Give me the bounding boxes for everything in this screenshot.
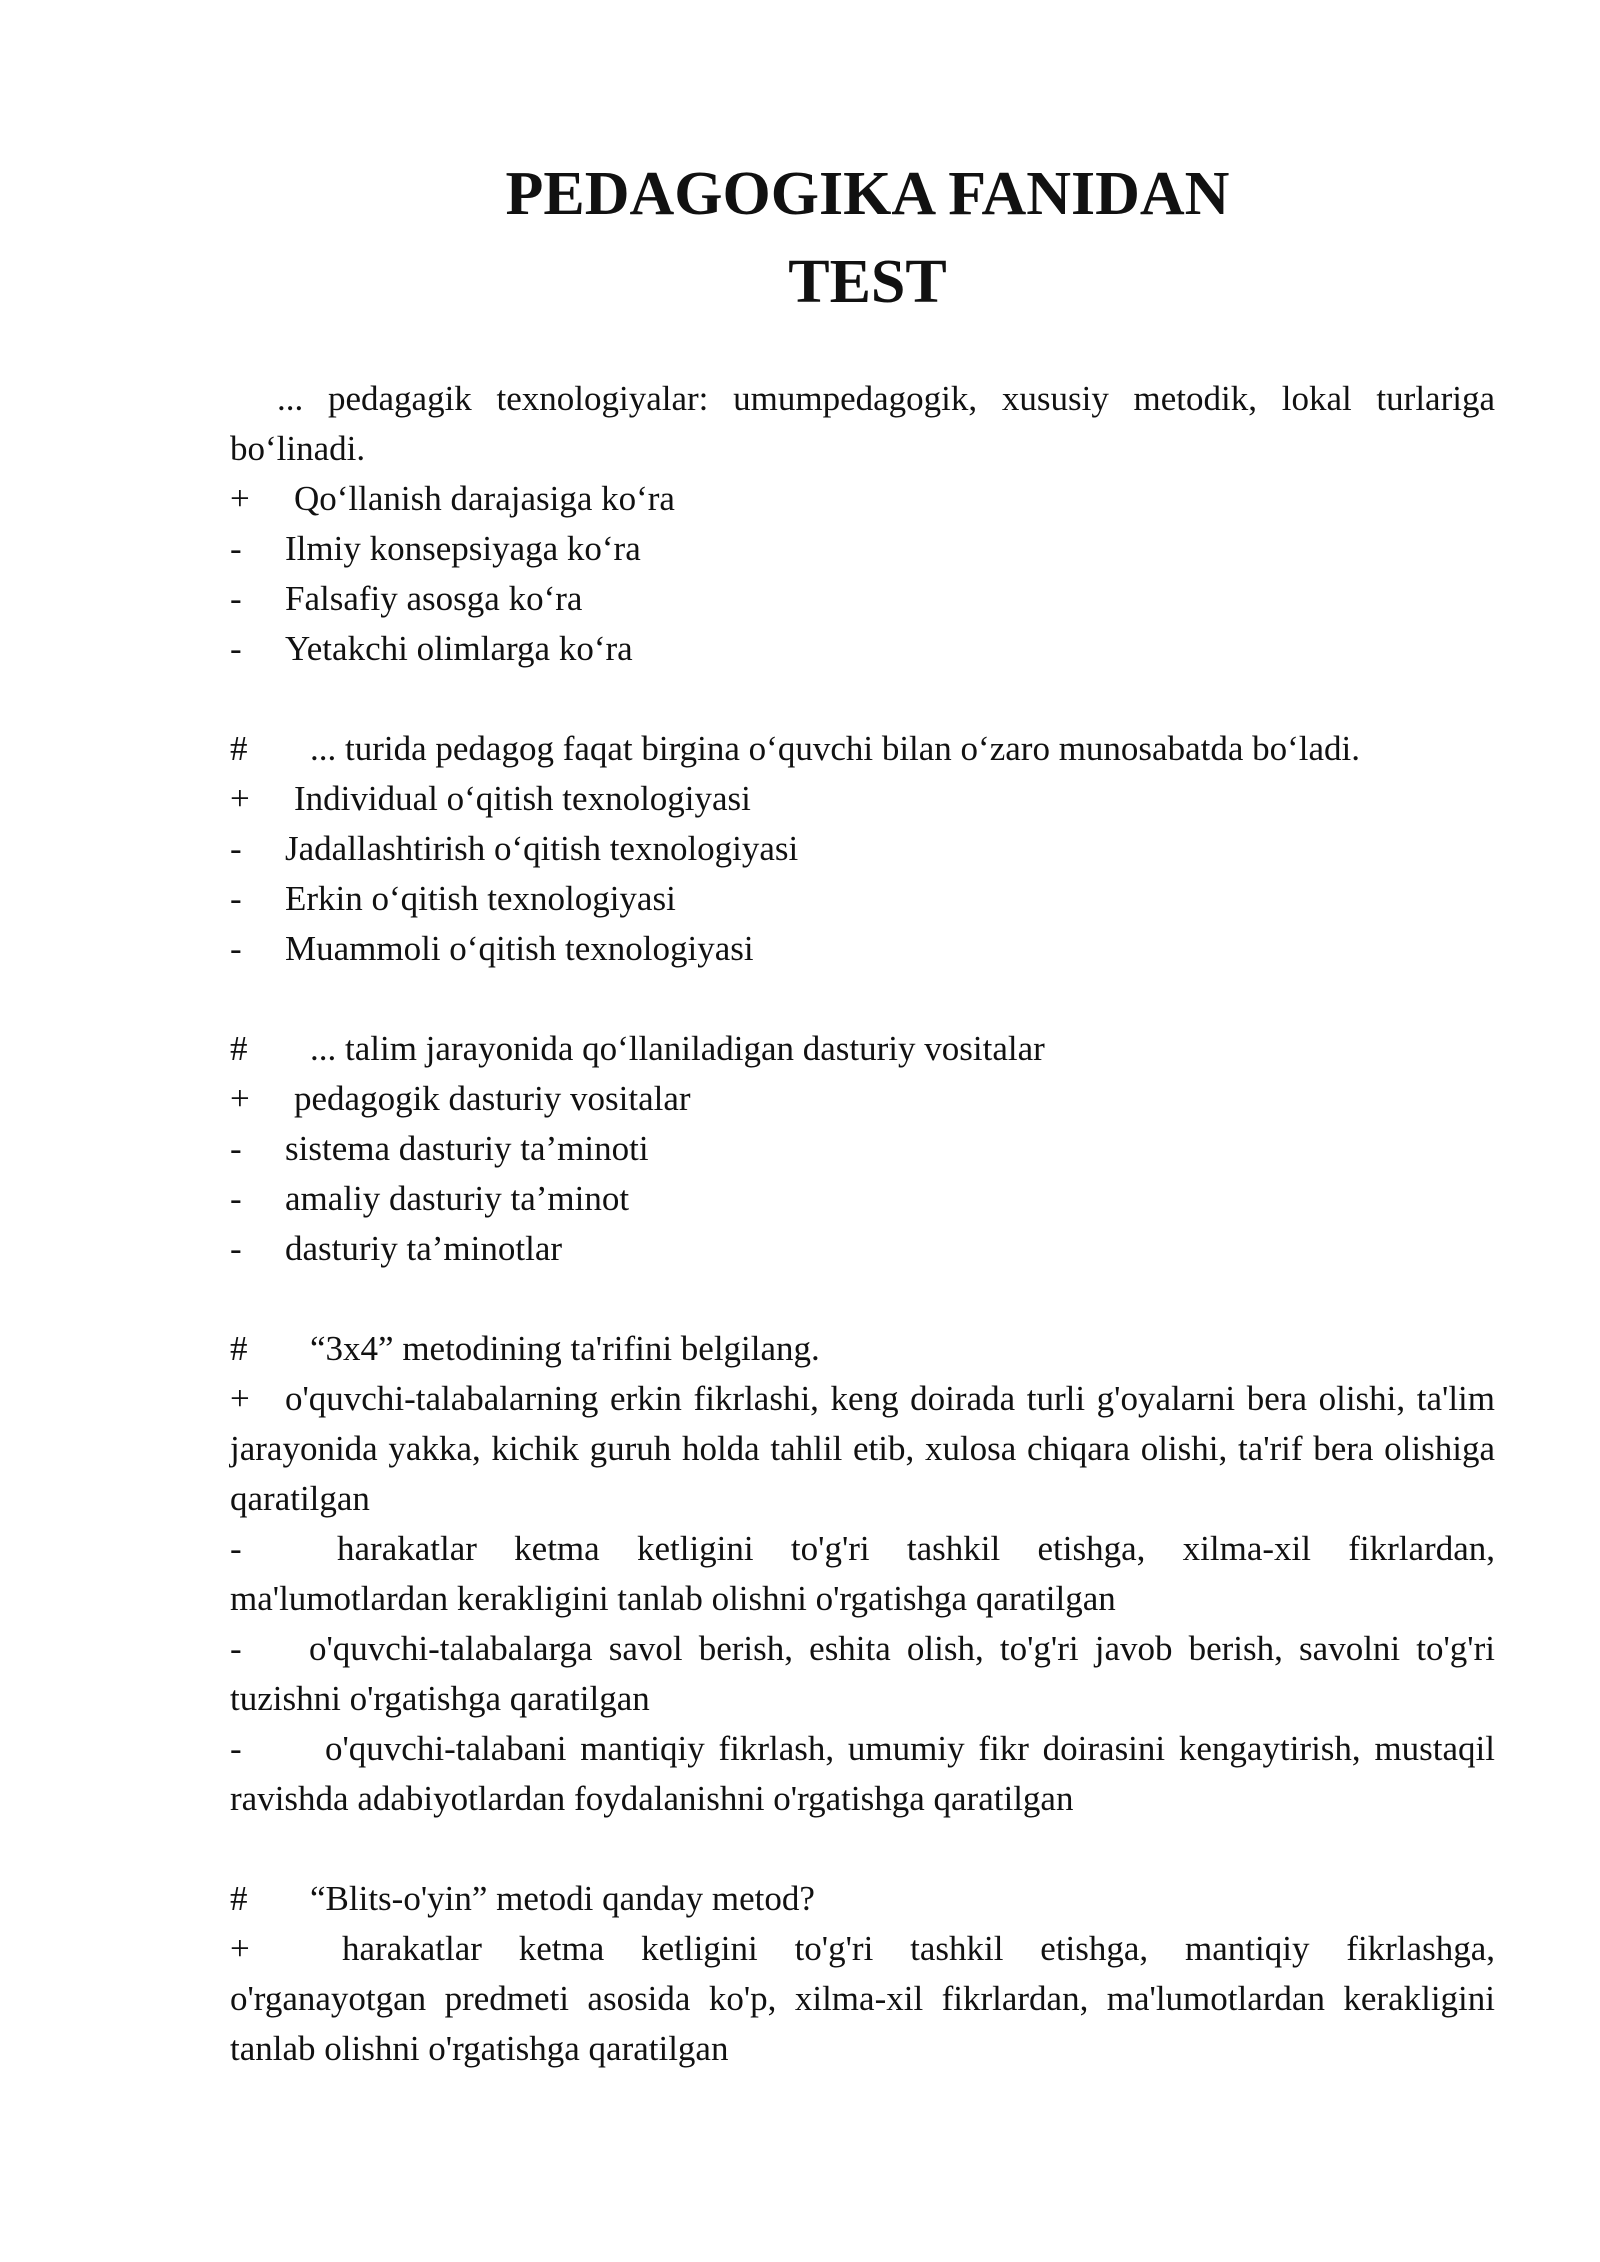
answer-text: o'quvchi-talabani mantiqiy fikrlash, umumiy fikr doirasini kengaytirish, mustaqil ravishda adabiyotlardan foydalanishni o'rgatishga qaratilgan [230,1729,1495,1818]
answer-mark: - [230,579,242,618]
question-row [230,1324,1495,1374]
answer-option [230,824,1495,874]
answer-mark: - [230,1629,242,1668]
question-text: “3x4” metodining ta'rifini belgilang. [310,1329,820,1368]
answer-mark: - [230,1529,242,1568]
answer-option [230,874,1495,924]
question-block-3 [230,1024,1495,1274]
question-row [230,724,1495,774]
question-mark: # [230,1029,248,1068]
answer-option-correct [230,1374,1495,1524]
answer-mark: - [230,529,242,568]
question-text: “Blits-o'yin” metodi qanday metod? [310,1879,815,1918]
answer-mark: - [230,1129,242,1168]
title-line-2: TEST [788,248,947,316]
answer-option [230,574,1495,624]
answer-mark: + [230,1079,250,1118]
answer-option [230,1624,1495,1724]
answer-option [230,1174,1495,1224]
answer-mark: - [230,929,242,968]
question-block-5 [230,1874,1495,2074]
question-row [230,1024,1495,1074]
answer-mark: - [230,829,242,868]
answer-text: sistema dasturiy ta’minoti [285,1129,649,1168]
answer-text: harakatlar ketma ketligini to'g'ri tashkil etishga, mantiqiy fikrlashga, o'rganayotgan predmeti asosida ko'p, xilma-xil fikrlardan, ma'lumotlardan kerakligini tanlab olishni o'rgatishga qaratilgan [230,1929,1495,2068]
answer-text: amaliy dasturiy ta’minot [285,1179,630,1218]
answer-text: Falsafiy asosga ko‘ra [285,579,583,618]
question-block-2 [230,724,1495,974]
answer-mark: - [230,1229,242,1268]
answer-option [230,924,1495,974]
question-mark: # [230,1329,248,1368]
answer-option [230,524,1495,574]
answer-mark: + [230,1379,250,1418]
question-row [230,1874,1495,1924]
question-mark: # [230,729,248,768]
answer-text: Jadallashtirish o‘qitish texnologiyasi [285,829,799,868]
answer-option-correct [230,474,1495,524]
document-title [230,150,1495,326]
answer-text: Ilmiy konsepsiyaga ko‘ra [285,529,641,568]
answer-mark: - [230,629,242,668]
question-block-1 [230,374,1495,674]
answer-text: Muammoli o‘qitish texnologiyasi [285,929,754,968]
answer-text: o'quvchi-talabalarga savol berish, eshita olish, to'g'ri javob berish, savolni to'g'ri tuzishni o'rgatishga qaratilgan [230,1629,1495,1718]
answer-mark: - [230,1179,242,1218]
answer-mark: + [230,479,250,518]
answer-text: Erkin o‘qitish texnologiyasi [285,879,676,918]
answer-mark: - [230,1729,242,1768]
document-page [230,150,1495,2124]
answer-text: o'quvchi-talabalarning erkin fikrlashi, keng doirada turli g'oyalarni bera olishi, ta'lim jarayonida yakka, kichik guruh holda tahlil etib, xulosa chiqara olishi, ta'rif bera olishiga qaratilgan [230,1379,1495,1518]
answer-text: dasturiy ta’minotlar [285,1229,563,1268]
answer-option-correct [230,1074,1495,1124]
question-mark: # [230,1879,248,1918]
answer-mark: + [230,779,250,818]
answer-text: Yetakchi olimlarga ko‘ra [285,629,633,668]
question-text: ... turida pedagog faqat birgina o‘quvchi bilan o‘zaro munosabatda bo‘ladi. [310,729,1360,768]
question-text: ... talim jarayonida qo‘llaniladigan dasturiy vositalar [310,1029,1045,1068]
answer-option [230,624,1495,674]
answer-option [230,1124,1495,1174]
answer-option-correct [230,774,1495,824]
answer-option [230,1524,1495,1624]
answer-option [230,1224,1495,1274]
answer-text: harakatlar ketma ketligini to'g'ri tashkil etishga, xilma-xil fikrlardan, ma'lumotlardan kerakligini tanlab olishni o'rgatishga qaratilgan [230,1529,1495,1618]
answer-option-correct [230,1924,1495,2074]
answer-mark: - [230,879,242,918]
title-line-1: PEDAGOGIKA FANIDAN [505,160,1230,228]
answer-text: Individual o‘qitish texnologiyasi [294,779,751,818]
question-text: ... pedagagik texnologiyalar: umumpedagogik, xususiy metodik, lokal turlariga bo‘linadi. [230,379,1495,468]
answer-text: pedagogik dasturiy vositalar [294,1079,691,1118]
answer-text: Qo‘llanish darajasiga ko‘ra [294,479,675,518]
answer-mark: + [230,1929,250,1968]
answer-option [230,1724,1495,1824]
question-block-4 [230,1324,1495,1824]
